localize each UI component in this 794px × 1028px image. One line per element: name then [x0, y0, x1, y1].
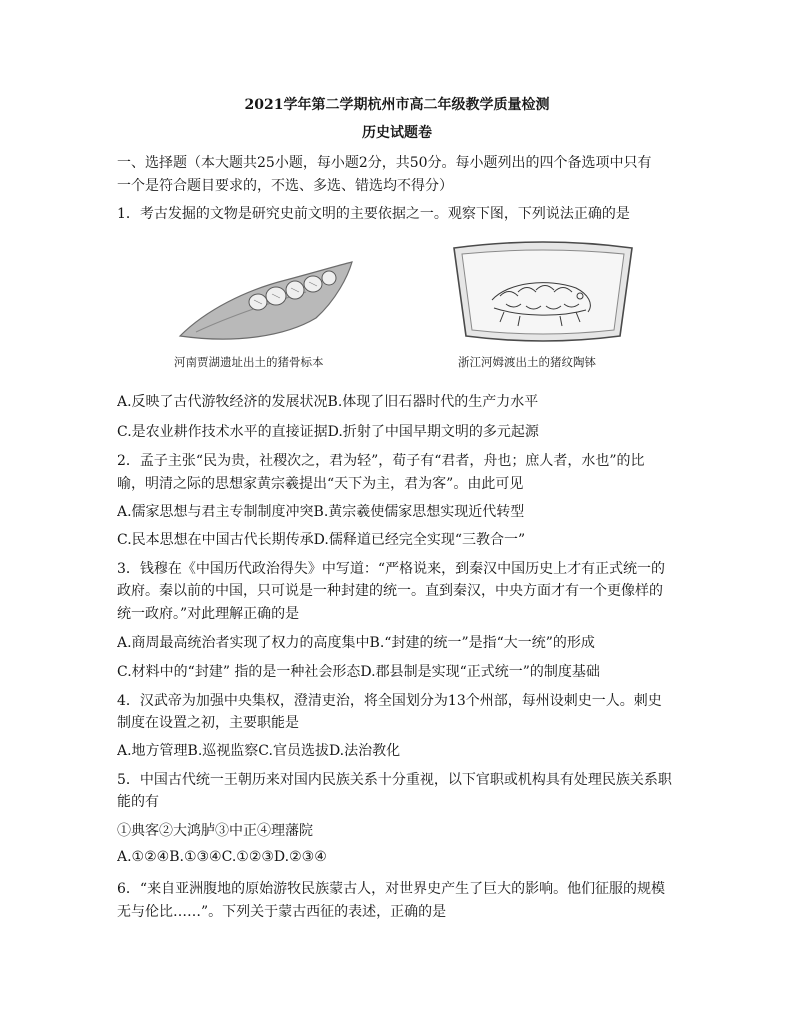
- question-4-options: A.地方管理B.巡视监察C.官员选拔D.法治教化: [117, 743, 401, 759]
- question-5-items: ①典客②大鸿胪③中正④理藩院: [117, 823, 313, 839]
- question-2-stem-line-1: 2．孟子主张“民为贵，社稷次之，君为轻”，荀子有“君者，舟也；庶人者，水也”的比: [117, 453, 645, 469]
- question-5-stem-line-1: 5．中国古代统一王朝历来对国内民族关系十分重视，以下官职或机构具有处理民族关系职: [117, 772, 672, 788]
- question-3-options-ab: A.商周最高统治者实现了权力的高度集中B.“封建的统一”是指“大一统”的形成: [117, 635, 595, 651]
- question-3-options-cd: C.材料中的“封建” 指的是一种社会形态D.郡县制是实现“正式统一”的制度基础: [117, 664, 600, 680]
- question-5-stem-line-2: 能的有: [117, 794, 159, 810]
- question-1-options-ab: A.反映了古代游牧经济的发展状况B.体现了旧石器时代的生产力水平: [117, 394, 539, 410]
- section-instructions-line-1: 一、选择题（本大题共25小题，每小题2分，共50分。每小题列出的四个备选项中只有: [117, 155, 652, 171]
- question-1-right-caption: 浙江河姆渡出土的猪纹陶钵: [458, 355, 596, 369]
- question-4-stem-line-2: 制度在设置之初，主要职能是: [117, 715, 299, 731]
- question-1-figure: [168, 236, 638, 376]
- question-3-stem-line-1: 3．钱穆在《中国历代政治得失》中写道：“严格说来，到秦汉中国历史上才有正式统一的: [117, 561, 666, 577]
- question-2-stem-line-2: 喻，明清之际的思想家黄宗羲提出“天下为主，君为客”。由此可见: [117, 476, 524, 492]
- pig-bone-specimen-image: [176, 240, 356, 350]
- question-2-options-cd: C.民本思想在中国古代长期传承D.儒释道已经完全实现“三教合一”: [117, 532, 526, 548]
- question-5-options: A.①②④B.①③④C.①②③D.②③④: [117, 849, 327, 865]
- question-4-stem-line-1: 4．汉武帝为加强中央集权，澄清吏治，将全国划分为13个州部，每州设刺史一人。刺史: [117, 693, 662, 709]
- pig-pattern-pottery-bowl-image: [448, 238, 638, 350]
- question-6-stem-line-1: 6．“来自亚洲腹地的原始游牧民族蒙古人，对世界史产生了巨大的影响。他们征服的规模: [117, 881, 666, 897]
- question-1-options-cd: C.是农业耕作技术水平的直接证据D.折射了中国早期文明的多元起源: [117, 424, 539, 440]
- question-1-left-caption: 河南贾湖遗址出土的猪骨标本: [174, 355, 324, 369]
- question-1-stem: 1．考古发掘的文物是研究史前文明的主要依据之一。观察下图，下列说法正确的是: [117, 206, 630, 222]
- question-6-stem-line-2: 无与伦比……”。下列关于蒙古西征的表述，正确的是: [117, 904, 447, 920]
- exam-title: 2021学年第二学期杭州市高二年级教学质量检测: [244, 97, 550, 113]
- exam-subtitle: 历史试题卷: [362, 125, 432, 141]
- question-3-stem-line-3: 统一政府。”对此理解正确的是: [117, 606, 300, 622]
- section-instructions-line-2: 一个是符合题目要求的，不选、多选、错选均不得分）: [117, 178, 453, 194]
- question-3-stem-line-2: 政府。秦以前的中国，只可说是一种封建的统一。直到秦汉，中央方面才有一个更像样的: [117, 583, 663, 599]
- question-2-options-ab: A.儒家思想与君主专制制度冲突B.黄宗羲使儒家思想实现近代转型: [117, 504, 525, 520]
